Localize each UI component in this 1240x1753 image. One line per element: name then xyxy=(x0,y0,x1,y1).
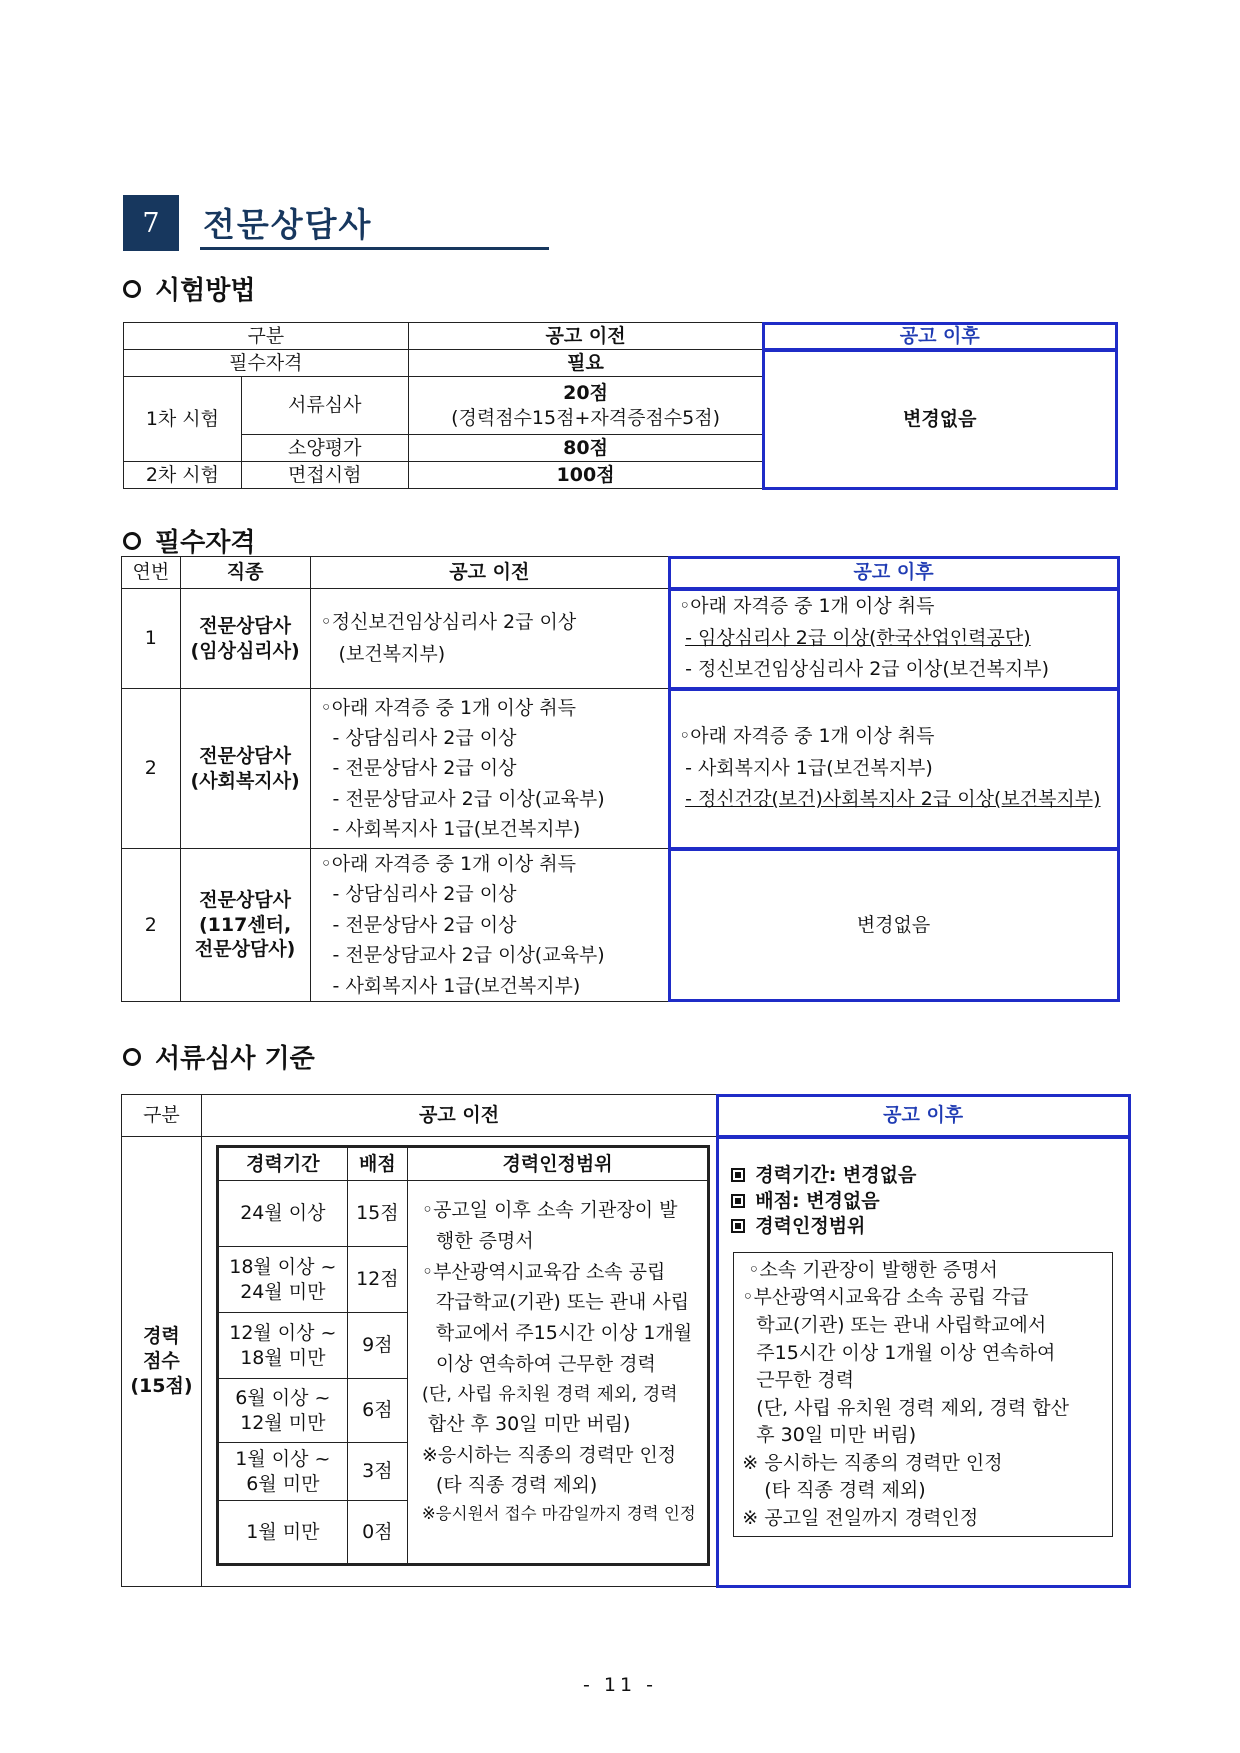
page-number: - 11 - xyxy=(583,1674,657,1696)
aptitude-before: 80점 xyxy=(408,435,763,462)
interview-before: 100점 xyxy=(408,462,763,489)
table-row: 18월 이상 ~ 24월 미만 12점 xyxy=(217,1247,708,1313)
table-row: 1월 미만 0점 xyxy=(217,1501,708,1565)
col-head-after: 공고 이후 xyxy=(717,1095,1130,1137)
required-label: 필수자격 xyxy=(124,350,409,377)
col-head-before: 공고 이전 xyxy=(408,323,763,350)
qualification-table xyxy=(121,556,1119,1002)
round2-label: 2차 시험 xyxy=(124,462,242,489)
col-head-after: 공고 이후 xyxy=(669,557,1119,589)
section-underline xyxy=(200,247,549,250)
career-score-label: 경력 점수 (15점) xyxy=(122,1137,202,1587)
required-before: 필요 xyxy=(408,350,763,377)
circle-bullet-icon xyxy=(123,532,141,550)
exam-method-table xyxy=(123,322,1117,489)
doc-criteria-heading: 서류심사 기준 xyxy=(123,1038,315,1075)
col-head-category: 구분 xyxy=(122,1095,202,1137)
interview-label: 면접시험 xyxy=(241,462,408,489)
aptitude-label: 소양평가 xyxy=(241,435,408,462)
table-row: 1월 이상 ~ 6월 미만 3점 xyxy=(217,1443,708,1501)
section-number: 7 xyxy=(123,195,179,251)
section-header xyxy=(123,195,549,251)
table-row: 24월 이상 15점 ◦공고일 이후 소속 기관장이 발 행한 증명서 ◦부산광역시교육감 소속 공립 각급학교(기관) 또는 관내 사립 학교에서 주15시간 이상 1개월 이상 연속하여 근무한 경력 (단, 사립 유치원 경력 제외, 경력 합산 후 30일 미만 버림) ※응시하는 직종의 경력만 인정 (타 직종 경력 제외) ※응시원서 접수 마감일까지 경력 인정 xyxy=(217,1181,708,1247)
circle-bullet-icon xyxy=(123,1048,141,1066)
table-row: 2 전문상담사 (117센터, 전문상담사) ◦아래 자격증 중 1개 이상 취득 - 상담심리사 2급 이상 - 전문상담사 2급 이상 - 전문상담교사 2급 이상(교육부) - 사회복지사 1급(보건복지부) 변경없음 xyxy=(122,849,1119,1002)
doc-review-before: 20점 (경력점수15점+자격증점수5점) xyxy=(408,377,763,435)
exam-method-heading: 시험방법 xyxy=(123,270,255,307)
doc-criteria-after: 경력기간: 변경없음 배점: 변경없음 경력인정범위 ◦소속 기관장이 발행한 증명서 ◦부산광역시교육감 소속 공립 각급 학교(기관) 또는 관내 사립학교에서 주15시간 이상 1개월 이상 연속하여 근무한 경력 (단, 사립 유치원 경력 제외, 경력 합산 후 30일 미만 버림) ※ 응시하는 직종의 경력만 인정 (타 직종 경력 제외) ※ 공고일 전일까지 경력인정 xyxy=(717,1137,1130,1587)
doc-review-label: 서류심사 xyxy=(241,377,408,435)
col-head-after: 공고 이후 xyxy=(763,323,1117,350)
col-head-before: 공고 이전 xyxy=(310,557,669,589)
col-head-before: 공고 이전 xyxy=(201,1095,716,1137)
round1-label: 1차 시험 xyxy=(124,377,242,462)
square-bullet-icon xyxy=(731,1219,745,1233)
table-row: 1 전문상담사 (임상심리사) ◦정신보건임상심리사 2급 이상 (보건복지부) ◦아래 자격증 중 1개 이상 취득 - 임상심리사 2급 이상(한국산업인력공단) - 정신보건임상심리사 2급 이상(보건복지부) xyxy=(122,589,1119,689)
exam-after-value: 변경없음 xyxy=(763,350,1117,489)
col-head-no: 연번 xyxy=(122,557,181,589)
doc-criteria-table xyxy=(121,1094,1130,1587)
table-row: 12월 이상 ~ 18월 미만 9점 xyxy=(217,1313,708,1379)
col-head-category: 구분 xyxy=(124,323,409,350)
career-period-table: 경력기간 배점 경력인정범위 24월 이상 15점 ◦공고일 이후 소속 기관장이 발 행한 증명서 ◦부산광역시교육감 소속 공립 각급학교(기관) 또는 관내 사립 학교에서 주15시간 이상 1개월 이상 연속하여 근무한 경력 (단, 사립 유치원 경력 제외, 경력 합산 후 30일 미만 버림) ※응시하는 직종의 경력만 인정 (타 직종 경력 제외) ※응시원서 접수 마감일까지 경력 인정 18월 이상 ~ 24월 미만 12점 12월 이상 ~ 18월 미만 9점 6월 이상 ~ 12월 미만 6점 1월 이상 ~ 6월 미만 3점 1월 미만 0점 xyxy=(216,1145,710,1566)
section-title: 전문상담사 xyxy=(203,205,373,244)
col-head-job: 직종 xyxy=(180,557,310,589)
qualification-heading: 필수자격 xyxy=(123,522,255,559)
square-bullet-icon xyxy=(731,1194,745,1208)
career-range-box: ◦소속 기관장이 발행한 증명서 ◦부산광역시교육감 소속 공립 각급 학교(기관) 또는 관내 사립학교에서 주15시간 이상 1개월 이상 연속하여 근무한 경력 (단, 사립 유치원 경력 제외, 경력 합산 후 30일 미만 버림) ※ 응시하는 직종의 경력만 인정 (타 직종 경력 제외) ※ 공고일 전일까지 경력인정 xyxy=(733,1252,1113,1537)
table-row: 6월 이상 ~ 12월 미만 6점 xyxy=(217,1379,708,1443)
table-row: 2 전문상담사 (사회복지사) ◦아래 자격증 중 1개 이상 취득 - 상담심리사 2급 이상 - 전문상담사 2급 이상 - 전문상담교사 2급 이상(교육부) - 사회복지사 1급(보건복지부) ◦아래 자격증 중 1개 이상 취득 - 사회복지사 1급(보건복지부) - 정신건강(보건)사회복지사 2급 이상(보건복지부) xyxy=(122,689,1119,849)
square-bullet-icon xyxy=(731,1168,745,1182)
circle-bullet-icon xyxy=(123,280,141,298)
career-range-text: ◦공고일 이후 소속 기관장이 발 행한 증명서 ◦부산광역시교육감 소속 공립 각급학교(기관) 또는 관내 사립 학교에서 주15시간 이상 1개월 이상 연속하여 근무한 경력 (단, 사립 유치원 경력 제외, 경력 합산 후 30일 미만 버림) ※응시하는 직종의 경력만 인정 (타 직종 경력 제외) ※응시원서 접수 마감일까지 경력 인정 xyxy=(407,1181,708,1565)
